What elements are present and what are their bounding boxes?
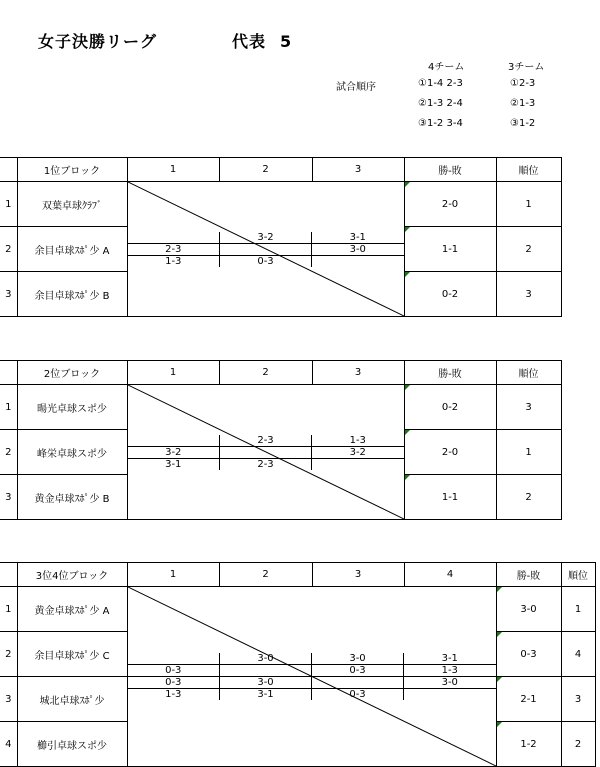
table-header-row xyxy=(0,361,561,385)
result-cell: 1-3 xyxy=(312,435,404,447)
result-cell xyxy=(312,677,404,689)
result-cell: 1-3 xyxy=(128,689,220,701)
row-number: 3 xyxy=(0,272,17,317)
order-4teams-3: ③1-2 3-4 xyxy=(418,118,463,129)
win-loss: 1-1 xyxy=(404,475,496,520)
col-header: 2 xyxy=(219,158,312,182)
team-name: 暘光卓球スポ少 xyxy=(17,385,127,430)
win-loss: 2-0 xyxy=(404,430,496,475)
result-cell: 3-0 xyxy=(312,243,404,255)
win-loss: 2-0 xyxy=(404,182,496,227)
result-cell xyxy=(220,243,312,255)
row-number: 2 xyxy=(0,632,17,677)
team-name: 黄金卓球ｽﾎﾟ少 A xyxy=(17,587,127,632)
result-cell: 2-3 xyxy=(220,435,312,447)
page-title: 女子決勝リーグ xyxy=(38,32,158,51)
corner-cell xyxy=(0,563,17,587)
result-cell: 0-3 xyxy=(312,689,404,701)
result-cell: 3-0 xyxy=(404,677,496,689)
result-cell: 3-1 xyxy=(220,689,312,701)
rank: 2 xyxy=(496,475,561,520)
col-header: 1 xyxy=(127,563,219,587)
col-header: 順位 xyxy=(496,158,561,182)
row-number: 3 xyxy=(0,475,17,520)
win-loss: 0-2 xyxy=(404,385,496,430)
order-header-3teams: 3チーム xyxy=(508,62,545,73)
match-order-label: 試合順序 xyxy=(336,82,376,93)
order-3teams-3: ③1-2 xyxy=(510,118,536,129)
col-header: 3 xyxy=(312,563,404,587)
rank: 1 xyxy=(496,430,561,475)
representative-count xyxy=(232,29,292,52)
result-cell: 3-0 xyxy=(220,653,312,665)
block-name: 3位4位ブロック xyxy=(17,563,127,587)
results-matrix xyxy=(127,182,404,317)
col-header: 3 xyxy=(312,361,404,385)
rank: 1 xyxy=(561,587,595,632)
win-loss: 0-3 xyxy=(496,632,561,677)
win-loss: 0-2 xyxy=(404,272,496,317)
block2-table xyxy=(0,360,562,520)
col-header: 勝-敗 xyxy=(404,361,496,385)
col-header: 2 xyxy=(219,361,312,385)
result-cell xyxy=(220,446,312,458)
col-header: 順位 xyxy=(561,563,595,587)
result-cell xyxy=(128,232,220,244)
rank: 3 xyxy=(561,677,595,722)
col-header: 1 xyxy=(127,361,219,385)
col-header: 4 xyxy=(404,563,496,587)
result-cell: 2-3 xyxy=(128,243,220,255)
col-header: 2 xyxy=(219,563,312,587)
team-name: 双葉卓球ｸﾗﾌﾞ xyxy=(17,182,127,227)
row-number: 2 xyxy=(0,227,17,272)
result-cell: 3-0 xyxy=(312,653,404,665)
rank: 2 xyxy=(561,722,595,767)
order-header-4teams: 4チーム xyxy=(428,62,465,73)
corner-cell xyxy=(0,158,17,182)
row-number: 4 xyxy=(0,722,17,767)
win-loss: 2-1 xyxy=(496,677,561,722)
rank: 1 xyxy=(496,182,561,227)
order-4teams-1: ①1-4 2-3 xyxy=(418,78,463,89)
rank: 2 xyxy=(496,227,561,272)
rank: 3 xyxy=(496,385,561,430)
win-loss: 1-1 xyxy=(404,227,496,272)
result-cell: 2-3 xyxy=(220,458,312,470)
table-header-row xyxy=(0,158,561,182)
result-cell: 3-1 xyxy=(404,653,496,665)
row-number: 1 xyxy=(0,587,17,632)
result-cell xyxy=(312,255,404,267)
block-name: 1位ブロック xyxy=(17,158,127,182)
rank: 4 xyxy=(561,632,595,677)
team-name: 余目卓球ｽﾎﾟ少 C xyxy=(17,632,127,677)
block-name: 2位ブロック xyxy=(17,361,127,385)
col-header: 1 xyxy=(127,158,219,182)
result-cell: 3-0 xyxy=(220,677,312,689)
row-number: 2 xyxy=(0,430,17,475)
col-header: 勝-敗 xyxy=(404,158,496,182)
block1-table xyxy=(0,157,562,317)
result-cell: 0-3 xyxy=(128,677,220,689)
col-header: 3 xyxy=(312,158,404,182)
team-name: 峰栄卓球スポ少 xyxy=(17,430,127,475)
win-loss: 1-2 xyxy=(496,722,561,767)
table-row xyxy=(0,385,561,430)
team-name: 余目卓球ｽﾎﾟ少 B xyxy=(17,272,127,317)
result-cell xyxy=(220,665,312,677)
order-3teams-2: ②1-3 xyxy=(510,98,536,109)
order-4teams-2: ②1-3 2-4 xyxy=(418,98,463,109)
table-row xyxy=(0,587,595,632)
row-number: 1 xyxy=(0,385,17,430)
team-name: 黄金卓球ｽﾎﾟ少 B xyxy=(17,475,127,520)
result-cell: 0-3 xyxy=(220,255,312,267)
rank: 3 xyxy=(496,272,561,317)
table-header-row xyxy=(0,563,595,587)
rep-number: 5 xyxy=(280,32,293,51)
result-cell: 3-1 xyxy=(312,232,404,244)
result-cell xyxy=(312,458,404,470)
result-cell: 1-3 xyxy=(404,665,496,677)
col-header: 勝-敗 xyxy=(496,563,561,587)
team-name: 余目卓球ｽﾎﾟ少 A xyxy=(17,227,127,272)
result-cell: 1-3 xyxy=(128,255,220,267)
result-cell xyxy=(404,689,496,701)
result-cell xyxy=(128,653,220,665)
team-name: 城北卓球ｽﾎﾟ少 xyxy=(17,677,127,722)
win-loss: 3-0 xyxy=(496,587,561,632)
result-cell: 3-1 xyxy=(128,458,220,470)
block3-table xyxy=(0,562,596,767)
results-matrix xyxy=(127,385,404,520)
team-name: 櫛引卓球スポ少 xyxy=(17,722,127,767)
row-number: 3 xyxy=(0,677,17,722)
result-cell: 3-2 xyxy=(128,446,220,458)
rep-label: 代表 xyxy=(232,32,267,51)
table-row xyxy=(0,182,561,227)
order-3teams-1: ①2-3 xyxy=(510,78,536,89)
results-matrix xyxy=(127,587,496,767)
result-cell xyxy=(128,435,220,447)
result-cell: 3-2 xyxy=(312,446,404,458)
result-cell: 0-3 xyxy=(128,665,220,677)
row-number: 1 xyxy=(0,182,17,227)
corner-cell xyxy=(0,361,17,385)
result-cell: 3-2 xyxy=(220,232,312,244)
result-cell: 0-3 xyxy=(312,665,404,677)
col-header: 順位 xyxy=(496,361,561,385)
